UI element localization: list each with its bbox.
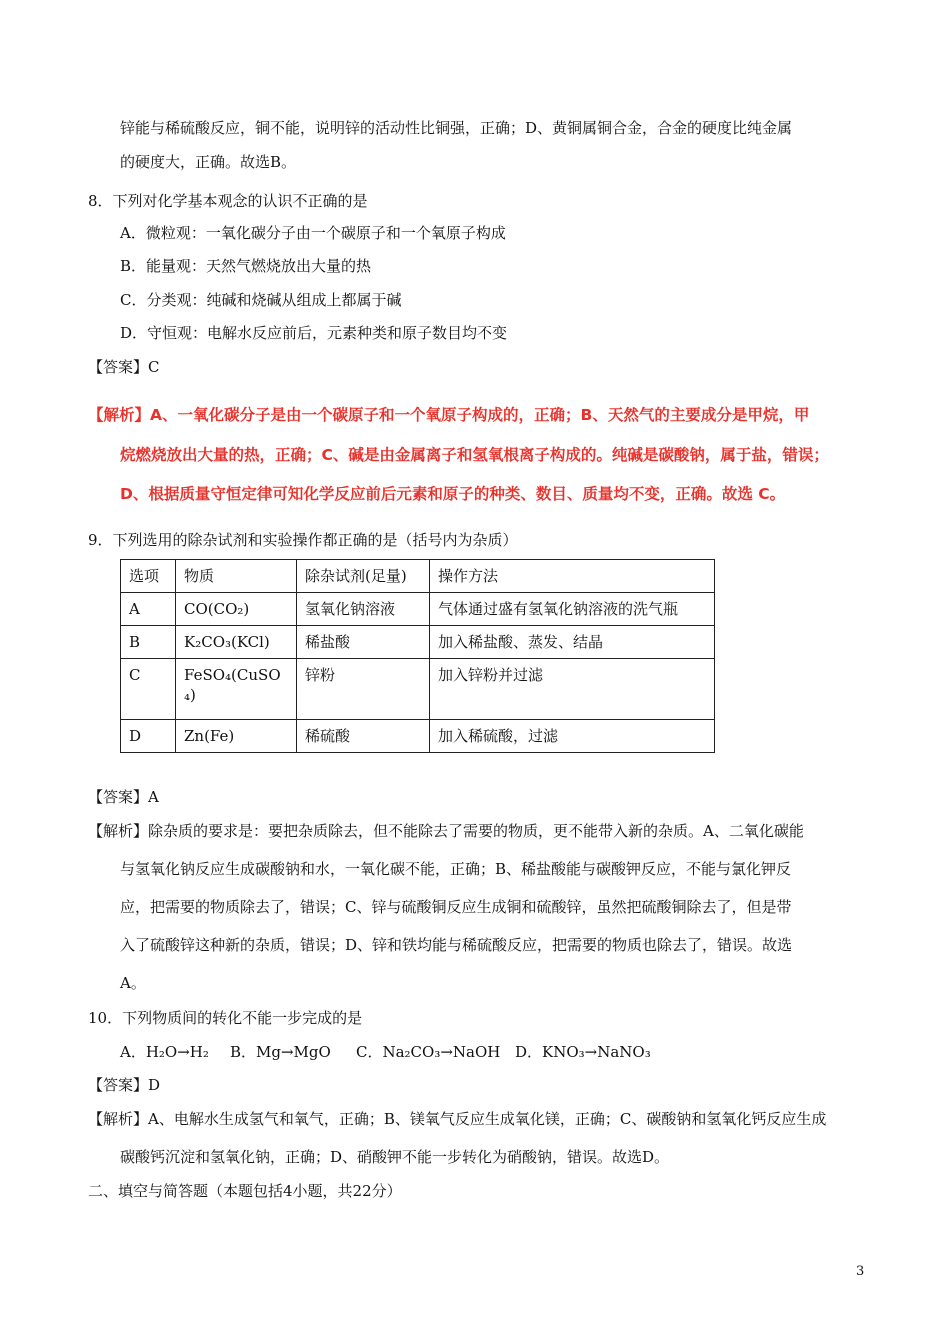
- continued-analysis-line-1: 锌能与稀硫酸反应，铜不能，说明锌的活动性比铜强，正确；D、黄铜属铜合金，合金的硬度比纯金属: [120, 119, 793, 137]
- table-cell: 加入稀硫酸，过滤: [430, 720, 715, 753]
- table-cell: 锌粉: [297, 659, 430, 720]
- table-row: [121, 593, 715, 626]
- table-cell: 稀盐酸: [297, 626, 430, 659]
- table-header-cell: 物质: [176, 560, 297, 593]
- q8-analysis-line-1: 【解析】A、一氧化碳分子是由一个碳原子和一个氧原子构成的，正确；B、天然气的主要成分是甲烷，甲: [88, 406, 810, 424]
- q9-analysis-line-4: 入了硫酸锌这种新的杂质，错误；D、锌和铁均能与稀硫酸反应，把需要的物质也除去了，错误。故选: [120, 936, 793, 954]
- table-header-row: [121, 560, 715, 593]
- table-cell: 氢氧化钠溶液: [297, 593, 430, 626]
- q8-option-d: D．守恒观：电解水反应前后，元素种类和原子数目均不变: [120, 324, 508, 342]
- table-header-cell: 除杂试剂(足量): [297, 560, 430, 593]
- table-header-cell: 操作方法: [430, 560, 715, 593]
- q9-analysis-line-5: A。: [120, 974, 146, 992]
- q9-answer: 【答案】A: [88, 788, 159, 806]
- q8-option-c: C．分类观：纯碱和烧碱从组成上都属于碱: [120, 291, 402, 309]
- q10-option-a: A．H₂O→H₂: [120, 1043, 209, 1061]
- table-header-cell: 选项: [121, 560, 176, 593]
- continued-analysis-line-2: 的硬度大，正确。故选B。: [120, 153, 297, 171]
- q9-analysis-line-3: 应，把需要的物质除去了，错误；C、锌与硫酸铜反应生成铜和硫酸锌，虽然把硫酸铜除去了，但是带: [120, 898, 792, 916]
- q8-analysis-line-3: D、根据质量守恒定律可知化学反应前后元素和原子的种类、数目、质量均不变，正确。故选 C。: [120, 485, 786, 503]
- q10-analysis-line-2: 碳酸钙沉淀和氢氧化钠，正确；D、硝酸钾不能一步转化为硝酸钠，错误。故选D。: [120, 1148, 670, 1166]
- q10-analysis-line-1: 【解析】A、电解水生成氢气和氧气，正确；B、镁氧气反应生成氧化镁，正确；C、碳酸钠和氢氧化钙反应生成: [88, 1110, 827, 1128]
- question-8-stem: 8．下列对化学基本观念的认识不正确的是: [88, 192, 368, 210]
- q8-answer: 【答案】C: [88, 358, 160, 376]
- table-cell: 加入锌粉并过滤: [430, 659, 715, 720]
- table-cell: 加入稀盐酸、蒸发、结晶: [430, 626, 715, 659]
- page-number: 3: [856, 1264, 865, 1279]
- table-cell: K₂CO₃(KCl): [176, 626, 297, 659]
- table-cell: 气体通过盛有氢氧化钠溶液的洗气瓶: [430, 593, 715, 626]
- table-cell: FeSO₄(CuSO₄): [176, 659, 297, 720]
- purification-table: [120, 559, 715, 753]
- table-cell: CO(CO₂): [176, 593, 297, 626]
- table-cell: C: [121, 659, 176, 720]
- question-10-stem: 10．下列物质间的转化不能一步完成的是: [88, 1009, 363, 1027]
- q10-option-d: D．KNO₃→NaNO₃: [515, 1043, 651, 1061]
- q10-answer: 【答案】D: [88, 1076, 161, 1094]
- table-cell: D: [121, 720, 176, 753]
- table-row: [121, 659, 715, 720]
- section-2-heading: 二、填空与简答题（本题包括4小题，共22分）: [88, 1182, 402, 1200]
- q8-analysis-line-2: 烷燃烧放出大量的热，正确；C、碱是由金属离子和氢氧根离子构成的。纯碱是碳酸钠，属于盐，错误；: [120, 446, 829, 464]
- q8-option-a: A．微粒观：一氧化碳分子由一个碳原子和一个氧原子构成: [120, 224, 506, 242]
- table-cell: Zn(Fe): [176, 720, 297, 753]
- table-cell: B: [121, 626, 176, 659]
- question-9-stem: 9．下列选用的除杂试剂和实验操作都正确的是（括号内为杂质）: [88, 531, 518, 549]
- q8-option-b: B．能量观：天然气燃烧放出大量的热: [120, 257, 372, 275]
- q9-analysis-line-1: 【解析】除杂质的要求是：要把杂质除去，但不能除去了需要的物质，更不能带入新的杂质。A、二氧化碳能: [88, 822, 804, 840]
- q10-option-c: C．Na₂CO₃→NaOH: [356, 1043, 501, 1061]
- table-cell: A: [121, 593, 176, 626]
- q10-option-b: B．Mg→MgO: [230, 1043, 331, 1061]
- table-cell: 稀硫酸: [297, 720, 430, 753]
- table-row: [121, 720, 715, 753]
- q9-analysis-line-2: 与氢氧化钠反应生成碳酸钠和水，一氧化碳不能，正确；B、稀盐酸能与碳酸钾反应，不能与氯化钾反: [120, 860, 792, 878]
- table-row: [121, 626, 715, 659]
